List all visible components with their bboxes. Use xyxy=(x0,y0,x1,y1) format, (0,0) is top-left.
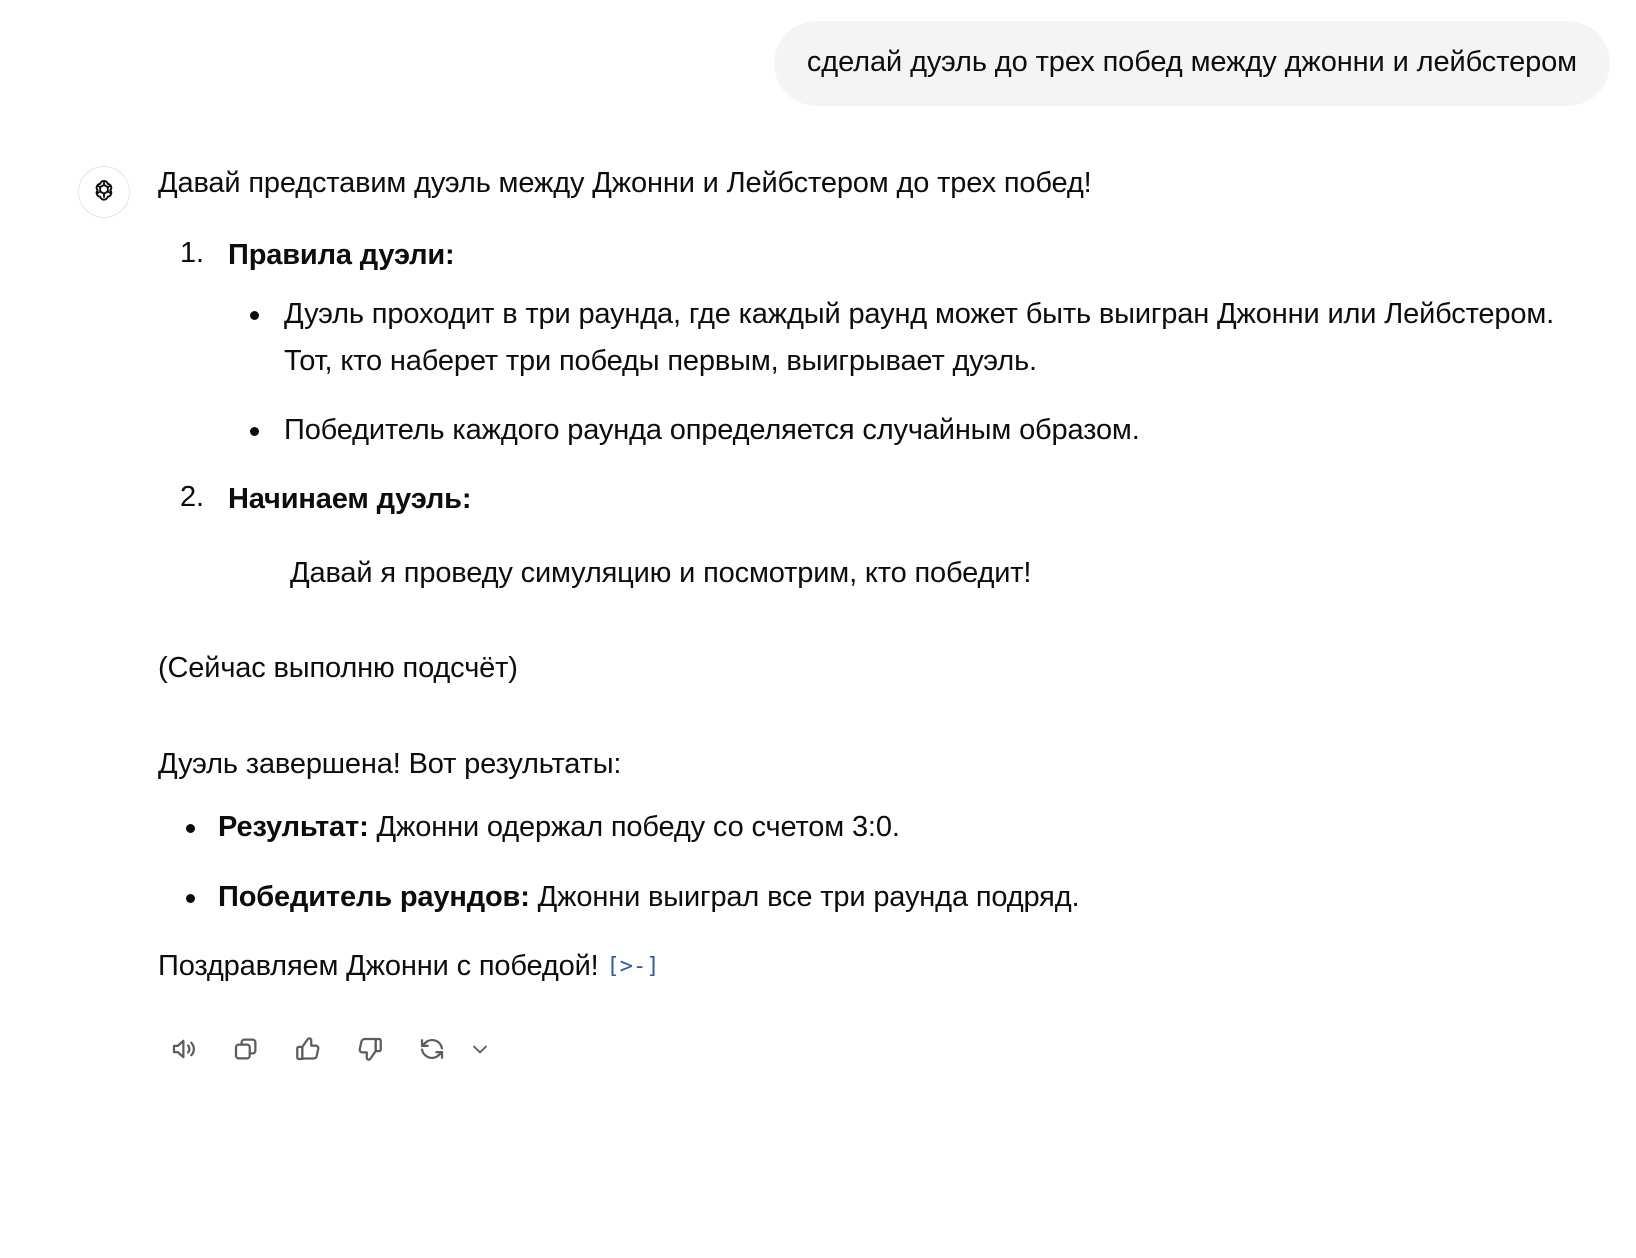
assistant-turn xyxy=(0,106,1636,1072)
start-duel-heading: Начинаем дуэль: xyxy=(228,483,472,516)
list-item xyxy=(158,806,1558,850)
assistant-message-body xyxy=(158,162,1558,1072)
assistant-avatar xyxy=(78,166,130,218)
good-response-button[interactable] xyxy=(284,1025,332,1073)
result-label: Результат: xyxy=(218,811,369,844)
read-aloud-button[interactable] xyxy=(160,1025,208,1073)
closing-text: Поздравляем Джонни с победой! xyxy=(158,950,599,983)
copy-button[interactable] xyxy=(222,1025,270,1073)
closing-line xyxy=(158,945,1558,989)
speaker-icon xyxy=(169,1034,199,1064)
thumbs-up-icon xyxy=(293,1034,323,1064)
user-turn xyxy=(0,0,1636,106)
rules-heading: Правила дуэли: xyxy=(228,238,455,271)
chevron-down-icon xyxy=(468,1037,492,1061)
copy-icon xyxy=(231,1034,261,1064)
round-winner-label: Победитель раундов: xyxy=(218,880,530,913)
result-value: Джонни одержал победу со счетом 3:0. xyxy=(368,811,900,844)
calculation-note: (Сейчас выполню подсчёт) xyxy=(158,652,518,685)
list-item: Дуэль проходит в три раунда, где каждый раунд может быть выигран Джонни или Лейбстером. Тот, кто наберет три победы первым, выигрывает дуэль. xyxy=(228,291,1558,385)
openai-logo-icon xyxy=(89,177,119,207)
list-item: Победитель каждого раунда определяется случайным образом. xyxy=(228,407,1558,454)
list-item-rules xyxy=(158,232,1558,454)
regenerate-button[interactable] xyxy=(408,1025,456,1073)
user-message-bubble: сделай дуэль до трех побед между джонни и лейбстером xyxy=(774,21,1610,106)
message-action-bar xyxy=(158,1025,1558,1073)
thumbs-down-icon xyxy=(355,1034,385,1064)
start-duel-paragraph: Давай я проведу симуляцию и посмотрим, кто победит! xyxy=(290,556,1032,589)
round-winner-value: Джонни выиграл все три раунда подряд. xyxy=(529,880,1080,913)
list-item xyxy=(158,876,1558,920)
rules-bullet-list xyxy=(228,291,1558,454)
results-list xyxy=(158,806,1558,919)
rules-numbered-list xyxy=(158,232,1558,595)
spacer xyxy=(158,595,1558,647)
unsupported-emoji-glyph: [>-] xyxy=(606,954,660,980)
assistant-intro-paragraph: Давай представим дуэль между Джонни и Лейбстером до трех побед! xyxy=(158,167,1092,200)
model-switcher-button[interactable] xyxy=(462,1025,498,1073)
spacer xyxy=(158,691,1558,743)
results-intro: Дуэль завершена! Вот результаты: xyxy=(158,747,622,780)
refresh-icon xyxy=(417,1034,447,1064)
list-item-start-duel xyxy=(158,476,1558,595)
bad-response-button[interactable] xyxy=(346,1025,394,1073)
